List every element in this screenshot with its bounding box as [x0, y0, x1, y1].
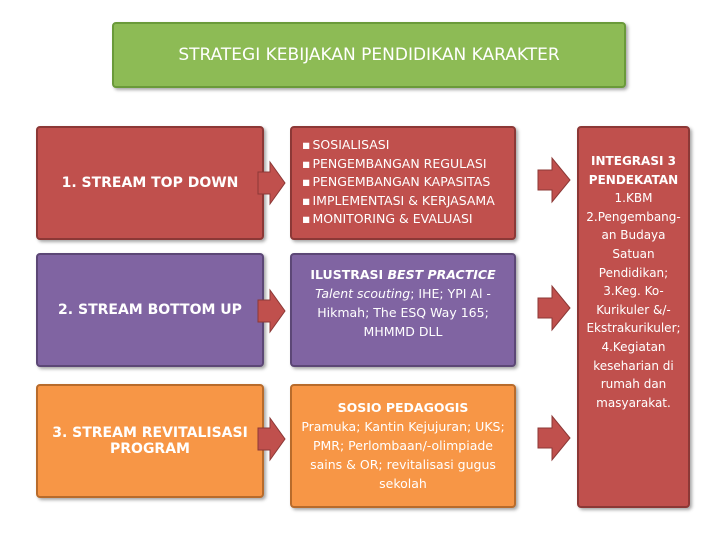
arrow-right-icon: [258, 290, 285, 332]
diagram-title: STRATEGI KEBIJAKAN PENDIDIKAN KARAKTER: [112, 22, 626, 88]
best-practice-heading: ILUSTRASI BEST PRACTICE: [310, 267, 496, 282]
arrow-right-icon: [538, 286, 570, 330]
stream-revitalisasi-box: 3. STREAM REVITALISASI PROGRAM: [36, 384, 264, 498]
best-practice-text: Talent scouting; IHE; YPI Al - Hikmah; The ESQ Way 165; MHMMD DLL: [315, 286, 491, 339]
stream-bottom-up-box: 2. STREAM BOTTOM UP: [36, 253, 264, 367]
integration-box: [577, 126, 690, 508]
list-item: ▪ SOSIALISASI: [302, 136, 504, 155]
list-item: 1.KBM: [614, 191, 653, 206]
list-item: ▪ MONITORING & EVALUASI: [302, 210, 504, 229]
list-item: 4.Kegiatan keseharian di rumah dan masyarakat.: [593, 339, 674, 410]
stream-top-down-box: 1. STREAM TOP DOWN: [36, 126, 264, 240]
arrow-right-icon: [538, 158, 570, 202]
arrow-right-icon: [258, 162, 285, 204]
list-item: ▪ IMPLEMENTASI & KERJASAMA: [302, 192, 504, 211]
integration-heading: INTEGRASI 3 PENDEKATAN: [588, 154, 679, 187]
socio-text: Pramuka; Kantin Kejujuran; UKS; PMR; Perlombaan/-olimpiade sains & OR; revitalisasi gugus sekolah: [301, 419, 505, 491]
arrow-right-icon: [258, 418, 285, 460]
list-item: 3.Keg. Ko-Kurikuler &/-Ekstrakurikuler;: [586, 284, 681, 336]
activities-list-box: [290, 126, 516, 240]
list-item: ▪ PENGEMBANGAN KAPASITAS: [302, 173, 504, 192]
list-item: ▪ PENGEMBANGAN REGULASI: [302, 155, 504, 174]
arrow-right-icon: [538, 416, 570, 460]
socio-heading: SOSIO PEDAGOGIS: [337, 400, 469, 415]
socio-pedagogis-box: [290, 384, 516, 508]
best-practice-box: [290, 253, 516, 367]
list-item: 2.Pengembang-an Budaya Satuan Pendidikan;: [586, 209, 681, 280]
